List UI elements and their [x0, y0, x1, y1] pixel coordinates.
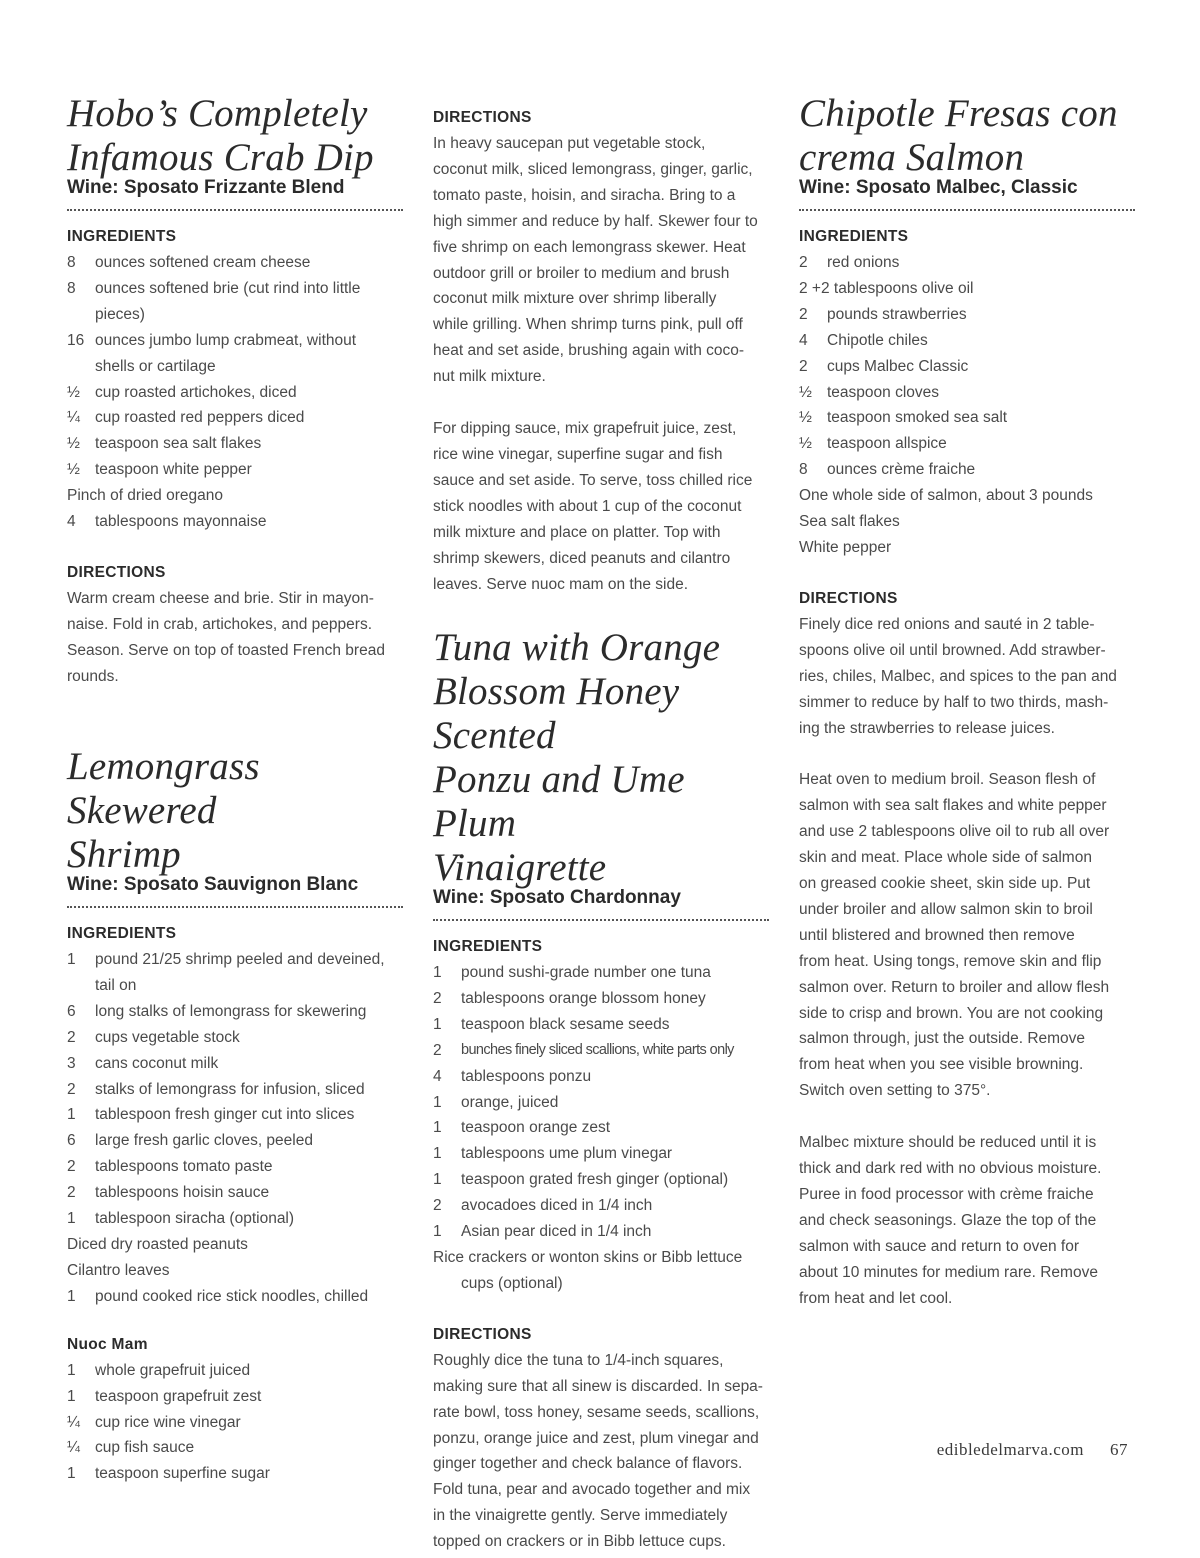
ingredient-item: 4 Chipotle chiles: [799, 331, 928, 349]
ingredient-item: 1 pound sushi-grade number one tuna: [433, 964, 711, 981]
ingredient-item: 4 tablespoons mayonnaise: [67, 513, 267, 531]
wine-pairing: Wine: Sposato Chardonnay: [433, 887, 681, 908]
directions-text: In heavy saucepan put vegetable stock, coconut milk, sliced lemongrass, ginger, garlic, tomato paste, hoisin, and siracha. Bring to a high simmer and reduce by half. Skewer four to five shrimp on each lemongrass skewer. Heat outdoor grill or broiler to medium and brush coconut milk mixture over shrimp liberally while grilling. When shrimp turns pink, pull off heat and set aside, brushing again with coco- nut milk mixture.: [433, 135, 758, 386]
nuoc-mam-list: [67, 1358, 403, 1488]
ingredient-item: 2 cups Malbec Classic: [799, 357, 969, 375]
ingredient-item: 1 tablespoon siracha (optional): [67, 1210, 295, 1228]
recipe-title: Tuna with Orange Blossom Honey Scented Ponzu and Ume Plum Vinaigrette: [433, 626, 721, 889]
ingredient-item: 6 large fresh garlic cloves, peeled: [67, 1132, 313, 1150]
ingredient-item: 3 cans coconut milk: [67, 1054, 219, 1072]
directions-text: Warm cream cheese and brie. Stir in mayon- naise. Fold in crab, artichokes, and peppers. Season. Serve on top of toasted French bread rounds.: [67, 589, 385, 685]
ingredient-item: 1 teaspoon orange zest: [433, 1119, 611, 1137]
directions-text: Malbec mixture should be reduced until it is thick and dark red with no obvious moisture. Puree in food processor with crème fraiche and check seasonings. Glaze the top of the salmon with sauce and return to oven for about 10 minutes for medium rare. Remove from heat and let cool.: [799, 1134, 1102, 1307]
ingredient-item: 1 Asian pear diced in 1/4 inch: [433, 1223, 652, 1241]
ingredient-item: ½ teaspoon white pepper: [67, 461, 252, 479]
lemongrass-directions: [433, 105, 769, 597]
ingredient-item: 2 stalks of lemongrass for infusion, sliced: [67, 1080, 365, 1098]
page-footer: [937, 1440, 1128, 1460]
ingredient-item: ½ teaspoon sea salt flakes: [67, 435, 262, 453]
directions-text: Heat oven to medium broil. Season flesh of salmon with sea salt flakes and white pepper and use 2 tablespoons olive oil to rub all over skin and meat. Place whole side of salmon on greased cookie sheet, skin side up. Put under broiler and allow salmon skin to broil until blistered and browned then remove from heat. Using tongs, remove skin and flip salmon over. Return to broiler and allow flesh side to crisp and brown. You are not cooking salmon through, just the outside. Remove from heat when you see visible browning. Switch oven setting to 375°.: [799, 771, 1110, 1100]
ingredient-item: 2 cups vegetable stock: [67, 1028, 240, 1046]
ingredient-item: 1 teaspoon superfine sugar: [67, 1465, 270, 1483]
recipe-lemongrass-shrimp: [67, 745, 403, 1487]
ingredient-item: ¼ cup roasted red peppers diced: [67, 409, 305, 427]
ingredient-item: 2 avocadoes diced in 1/4 inch: [433, 1197, 653, 1215]
wine-pairing: Wine: Sposato Sauvignon Blanc: [67, 874, 359, 895]
ingredients-heading: INGREDIENTS: [433, 938, 543, 955]
recipe-chipotle-salmon: [799, 92, 1135, 1312]
ingredient-item: 1 tablespoon fresh ginger cut into slices: [67, 1106, 355, 1124]
ingredients-list: [799, 250, 1135, 561]
ingredient-item: 8 ounces softened brie (cut rind into little pieces): [67, 279, 361, 323]
recipe-title: Chipotle Fresas con crema Salmon: [799, 92, 1118, 179]
ingredient-item: Pinch of dried oregano: [67, 487, 223, 505]
ingredient-item: Sea salt flakes: [799, 513, 900, 531]
ingredient-item: 1 pound cooked rice stick noodles, chilled: [67, 1287, 369, 1305]
ingredients-list: [67, 947, 403, 1310]
directions-heading: DIRECTIONS: [433, 109, 532, 126]
ingredient-item: 2 bunches finely sliced scallions, white parts only: [433, 1041, 734, 1059]
ingredient-item: 1 pound 21/25 shrimp peeled and deveined, tail on: [67, 951, 385, 994]
ingredient-item: One whole side of salmon, about 3 pounds: [799, 487, 1093, 505]
ingredient-item: 8 ounces crème fraiche: [799, 461, 976, 479]
ingredient-item: ½ teaspoon cloves: [799, 383, 940, 401]
ingredient-item: Cilantro leaves: [67, 1261, 170, 1279]
ingredient-item: 2 tablespoons hoisin sauce: [67, 1184, 270, 1202]
ingredient-item: White pepper: [799, 538, 892, 556]
wine-pairing: Wine: Sposato Frizzante Blend: [67, 177, 345, 198]
ingredients-list: [67, 250, 403, 535]
ingredient-item: 1 teaspoon grapefruit zest: [67, 1387, 262, 1405]
ingredient-item: Rice crackers or wonton skins or Bibb lettuce cups (optional): [433, 1248, 743, 1292]
ingredient-item: ¼ cup fish sauce: [67, 1439, 195, 1457]
wine-pairing: Wine: Sposato Malbec, Classic: [799, 177, 1078, 198]
ingredient-item: 2 tablespoons tomato paste: [67, 1158, 273, 1176]
directions-heading: DIRECTIONS: [67, 563, 166, 581]
page-number: 67: [1110, 1440, 1128, 1459]
ingredient-item: 8 ounces softened cream cheese: [67, 254, 311, 271]
directions-heading: DIRECTIONS: [799, 589, 898, 607]
ingredient-item: 2 tablespoons orange blossom honey: [433, 989, 706, 1007]
ingredients-heading: INGREDIENTS: [67, 925, 177, 942]
dotted-divider: [67, 906, 403, 908]
ingredients-heading: INGREDIENTS: [67, 228, 177, 245]
ingredient-item: 6 long stalks of lemongrass for skewering: [67, 1002, 367, 1020]
dotted-divider: [799, 209, 1135, 211]
ingredient-item: 1 whole grapefruit juiced: [67, 1361, 251, 1379]
ingredient-item: ½ cup roasted artichokes, diced: [67, 383, 297, 401]
recipe-crab-dip: [67, 92, 403, 690]
ingredient-item: ½ teaspoon smoked sea salt: [799, 409, 1008, 427]
ingredient-item: ½ teaspoon allspice: [799, 435, 947, 453]
ingredients-list: [433, 960, 769, 1297]
directions-text: Roughly dice the tuna to 1/4-inch squares, making sure that all sinew is discarded. In sepa- rate bowl, toss honey, sesame seeds, scallions, ponzu, orange juice and zest, plum vinegar and ginger together and check balance of flavors. Fold tuna, pear and avocado together and mix in the vinaigrette gently. Serve immediately topped on crackers or in Bibb lettuce cups.: [433, 1351, 763, 1551]
ingredient-item: 2 +2 tablespoons olive oil: [799, 279, 974, 297]
ingredient-item: 2 red onions: [799, 254, 900, 271]
directions-heading: DIRECTIONS: [433, 1325, 532, 1343]
recipe-title: Hobo’s Completely Infamous Crab Dip: [67, 92, 374, 179]
ingredient-item: 1 orange, juiced: [433, 1093, 559, 1111]
ingredient-item: ¼ cup rice wine vinegar: [67, 1413, 241, 1431]
site-url: edibledelmarva.com: [936, 1440, 1084, 1459]
ingredients-heading: INGREDIENTS: [799, 228, 909, 245]
recipe-tuna: [433, 626, 769, 1555]
dotted-divider: [433, 919, 769, 921]
ingredient-item: 2 pounds strawberries: [799, 305, 967, 323]
ingredient-item: 1 teaspoon grated fresh ginger (optional): [433, 1171, 729, 1189]
ingredient-item: Diced dry roasted peanuts: [67, 1235, 248, 1253]
recipe-title: Lemongrass Skewered Shrimp: [67, 745, 260, 876]
directions-text: For dipping sauce, mix grapefruit juice, zest, rice wine vinegar, superfine sugar and fish sauce and set aside. To serve, toss chilled rice stick noodles with about 1 cup of the coconut milk mixture and place on platter. Top with shrimp skewers, diced peanuts and cilantro leaves. Serve nuoc mam on the side.: [433, 420, 753, 593]
ingredient-item: 4 tablespoons ponzu: [433, 1067, 592, 1085]
ingredient-item: 1 teaspoon black sesame seeds: [433, 1015, 670, 1033]
nuoc-mam-heading: Nuoc Mam: [67, 1335, 148, 1353]
ingredient-item: 16 ounces jumbo lump crabmeat, without shells or cartilage: [67, 331, 357, 375]
ingredient-item: 1 tablespoons ume plum vinegar: [433, 1145, 673, 1163]
dotted-divider: [67, 209, 403, 211]
directions-text: Finely dice red onions and sauté in 2 table- spoons olive oil until browned. Add strawber- ries, chiles, Malbec, and spices to the pan and simmer to reduce by half to two thirds, mash- ing the strawberries to release juices.: [799, 615, 1117, 737]
